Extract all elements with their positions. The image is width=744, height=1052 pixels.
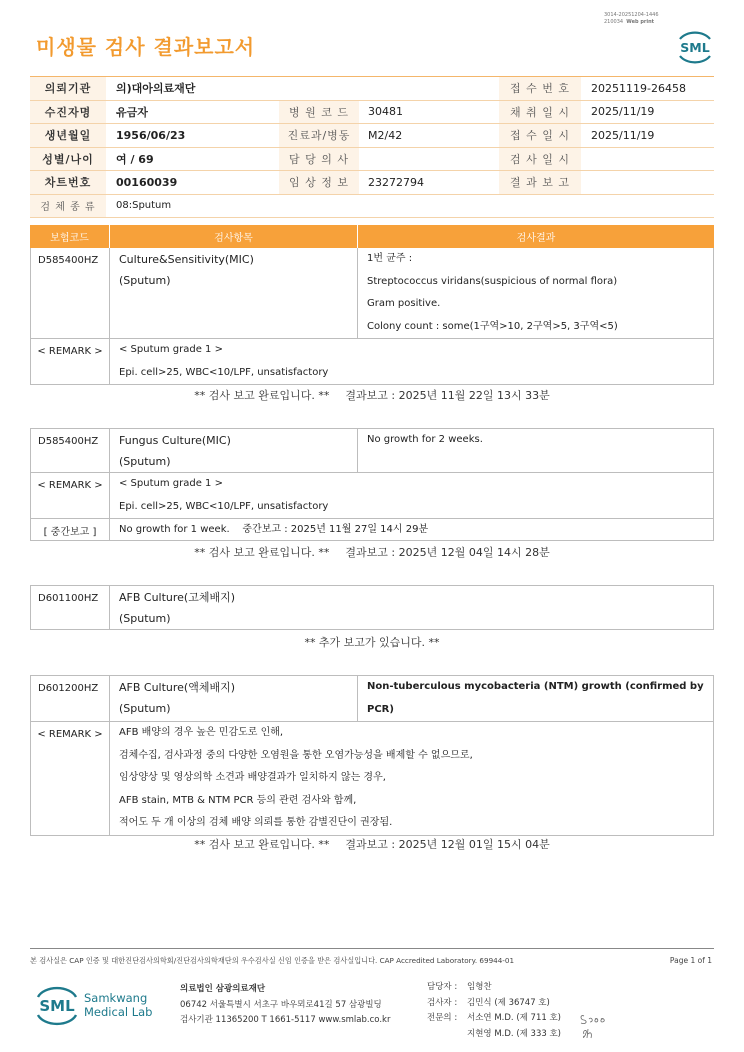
staff-label: [427, 1027, 467, 1043]
table-row-remark: [31, 721, 713, 835]
insurance-code: D585400HZ: [31, 429, 110, 472]
value-clinical-info: 23272794: [368, 175, 424, 189]
remark-line: 적어도 두 개 이상의 검체 배양 의뢰를 통한 감별진단이 권장됨.: [119, 817, 393, 828]
staff-value: 임형찬: [467, 982, 492, 992]
staff-row: [427, 980, 561, 996]
value-specimen-type: 08:Sputum: [116, 200, 172, 212]
report-complete-line: [0, 544, 744, 560]
footer-divider: [30, 948, 714, 949]
staff-label: 전문의 :: [427, 1013, 458, 1023]
test-item: [110, 586, 713, 629]
organization-contact: 검사기관 11365200 T 1661-5117 www.smlab.co.kr: [180, 1015, 391, 1025]
result-line: Colony count : some(1구역>10, 2구역>5, 3구역<5): [367, 320, 618, 332]
remark-label: < REMARK >: [31, 339, 110, 384]
staff-row: [427, 996, 561, 1012]
organization-info: [180, 982, 390, 1029]
sml-logo-icon: [674, 25, 716, 65]
value-requester: 의)대아의료재단: [116, 82, 196, 96]
result-line: Non-tuberculous mycobacteria (NTM) growth (confirmed by: [367, 681, 704, 692]
results-header: [30, 225, 714, 248]
interim-text: [110, 519, 713, 540]
label-chart-no: 차트번호: [30, 171, 106, 194]
staff-value: 지현영 M.D. (제 333 호): [467, 1028, 562, 1039]
test-item-specimen: (Sputum): [119, 455, 171, 468]
remark-line: Epi. cell>25, WBC<10/LPF, unsatisfactory: [119, 500, 329, 512]
result-line: PCR): [367, 703, 394, 715]
test-item-name: Culture&Sensitivity(MIC): [119, 253, 254, 266]
test-item-specimen: (Sputum): [119, 274, 171, 287]
label-patient-name: 수진자명: [30, 101, 106, 124]
print-code-type: Web print: [626, 19, 655, 25]
samkwang-logo-icon: [36, 982, 154, 1026]
label-requester: 의뢰기관: [30, 77, 106, 100]
report-complete-text: ** 검사 보고 완료입니다. **: [194, 838, 330, 851]
staff-info: [427, 980, 561, 1042]
result-block-afb-liquid: [30, 675, 714, 836]
label-department: 진료과/병동: [279, 124, 359, 147]
remark-line: 임상양상 및 영상의학 소견과 배양결과가 일치하지 않는 경우,: [119, 772, 386, 783]
table-row: [31, 676, 713, 721]
result-line: 1번 균주 :: [367, 253, 413, 264]
label-collection-date: 채 취 일 시: [499, 101, 581, 124]
remark-line: AFB stain, MTB & NTM PCR 등의 관련 검사와 함께,: [119, 794, 357, 806]
print-code: [604, 12, 659, 26]
interim-line: No growth for 1 week. 중간보고 : 2025년 11월 27일 14시 29분: [119, 524, 429, 535]
info-row-requester: [30, 77, 714, 101]
test-item: [110, 429, 358, 472]
page-number: Page 1 of 1: [669, 956, 712, 965]
test-item-name: Fungus Culture(MIC): [119, 434, 231, 447]
report-title: 미생물 검사 결과보고서: [36, 35, 256, 59]
additional-report-notice: ** 추가 보고가 있습니다. **: [304, 636, 440, 649]
label-receipt-date: 접 수 일 시: [499, 124, 581, 147]
label-doctor: 담 당 의 사: [279, 148, 359, 171]
report-timestamp: 결과보고 : 2025년 12월 04일 14시 28분: [345, 546, 550, 559]
value-receipt-no: 20251119-26458: [591, 81, 686, 95]
header-insurance-code: 보험코드: [30, 225, 110, 248]
staff-value: 서소연 M.D. (제 711 호): [467, 1013, 562, 1023]
result-block-afb-solid: [30, 585, 714, 630]
remark-line: < Sputum grade 1 >: [119, 478, 223, 489]
staff-label: 검사자 :: [427, 997, 458, 1008]
report-complete-text: ** 검사 보고 완료입니다. **: [194, 546, 330, 559]
label-clinical-info: 임 상 정 보: [279, 171, 359, 194]
remark-line: Epi. cell>25, WBC<10/LPF, unsatisfactory: [119, 366, 329, 378]
test-item-name: AFB Culture(액체배지): [119, 681, 236, 694]
value-receipt-date: 2025/11/19: [591, 128, 655, 142]
test-item-specimen: (Sputum): [119, 702, 171, 715]
remark-text: [110, 473, 713, 518]
value-hospital-code: 30481: [368, 105, 403, 119]
organization-name: 의료법인 삼광의료재단: [180, 984, 266, 994]
value-patient-name: 유금자: [116, 105, 148, 119]
test-item-name: AFB Culture(고체배지): [119, 591, 236, 604]
test-result: [358, 429, 713, 472]
info-row-specimen: [30, 195, 714, 219]
table-row-interim: [31, 518, 713, 540]
info-row-sex-age: [30, 148, 714, 172]
label-result-report: 결 과 보 고: [499, 171, 581, 194]
report-complete-line: [0, 387, 744, 403]
result-line: Gram positive.: [367, 298, 441, 309]
staff-row: [427, 1027, 561, 1043]
interim-label: [ 중간보고 ]: [31, 519, 110, 540]
value-test-date: [581, 148, 714, 171]
label-hospital-code: 병 원 코 드: [279, 101, 359, 124]
print-code-line1: 3014-20251204-1446: [604, 12, 659, 18]
result-block-fungus-culture: [30, 428, 714, 541]
patient-info-table: [30, 76, 714, 218]
table-row: [31, 248, 713, 338]
header-test-result: 검사결과: [516, 233, 556, 244]
value-birth-date: 1956/06/23: [116, 128, 186, 142]
table-row: [31, 586, 713, 629]
staff-label: 담당자 :: [427, 982, 458, 992]
value-chart-no: 00160039: [116, 175, 178, 189]
insurance-code: D601200HZ: [31, 676, 110, 721]
staff-row: [427, 1011, 561, 1027]
insurance-code: D601100HZ: [31, 586, 110, 629]
test-result: [358, 248, 713, 338]
sml-logo-text: SML: [680, 40, 710, 55]
remark-text: [110, 722, 713, 835]
label-test-date: 검 사 일 시: [499, 148, 581, 171]
label-sex-age: 성별/나이: [30, 148, 106, 171]
value-result-report: [581, 171, 714, 194]
info-row-chart: [30, 171, 714, 195]
samkwang-logo-mark: SML: [39, 997, 75, 1015]
signature-icon: [578, 1010, 608, 1042]
report-complete-text: ** 검사 보고 완료입니다. **: [194, 389, 330, 402]
organization-address: 06742 서울특별시 서초구 바우뫼로41길 57 삼광빌딩: [180, 999, 382, 1010]
samkwang-logo-name2: Medical Lab: [84, 1005, 153, 1019]
result-line: Streptococcus viridans(suspicious of normal flora): [367, 275, 618, 287]
test-item-specimen: (Sputum): [119, 612, 171, 625]
insurance-code: D585400HZ: [31, 248, 110, 338]
report-complete-line: [0, 836, 744, 852]
remark-line: AFB 배양의 경우 높은 민감도로 인해,: [119, 727, 284, 738]
info-row-birth: [30, 124, 714, 148]
test-item: [110, 248, 358, 338]
staff-value: 김민식 (제 36747 호): [467, 997, 550, 1008]
table-row-remark: [31, 472, 713, 518]
print-code-id: 210034: [604, 19, 624, 25]
value-doctor: [359, 148, 499, 171]
label-birth-date: 생년월일: [30, 124, 106, 147]
remark-text: [110, 339, 713, 384]
remark-line: 검체수집, 검사과정 중의 다양한 오염원을 통한 오염가능성을 배제할 수 없으므로,: [119, 749, 473, 761]
header-test-item: 검사항목: [110, 225, 358, 248]
result-block-culture-sensitivity: [30, 248, 714, 385]
table-row: [31, 429, 713, 472]
value-sex-age: 여 / 69: [116, 152, 154, 166]
remark-line: < Sputum grade 1 >: [119, 344, 223, 355]
result-line: No growth for 2 weeks.: [367, 434, 483, 445]
samkwang-logo-name1: Samkwang: [84, 991, 148, 1005]
report-timestamp: 결과보고 : 2025년 12월 01일 15시 04분: [345, 838, 550, 851]
accreditation-note: 본 검사실은 CAP 인증 및 대한진단검사의학회/진단검사의학재단의 우수검사실 신임 인증을 받은 검사실입니다. CAP Accredited Laboratory. 69944-01: [30, 956, 515, 965]
info-row-patient: [30, 101, 714, 125]
remark-label: < REMARK >: [31, 722, 110, 835]
test-result: [358, 676, 713, 721]
remark-label: < REMARK >: [31, 473, 110, 518]
label-receipt-no: 접 수 번 호: [499, 77, 581, 100]
value-department: M2/42: [368, 128, 403, 142]
test-item: [110, 676, 358, 721]
table-row-remark: [31, 338, 713, 384]
report-timestamp: 결과보고 : 2025년 11월 22일 13시 33분: [345, 389, 550, 402]
label-specimen-type: 검 체 종 류: [30, 195, 106, 218]
value-collection-date: 2025/11/19: [591, 105, 655, 119]
